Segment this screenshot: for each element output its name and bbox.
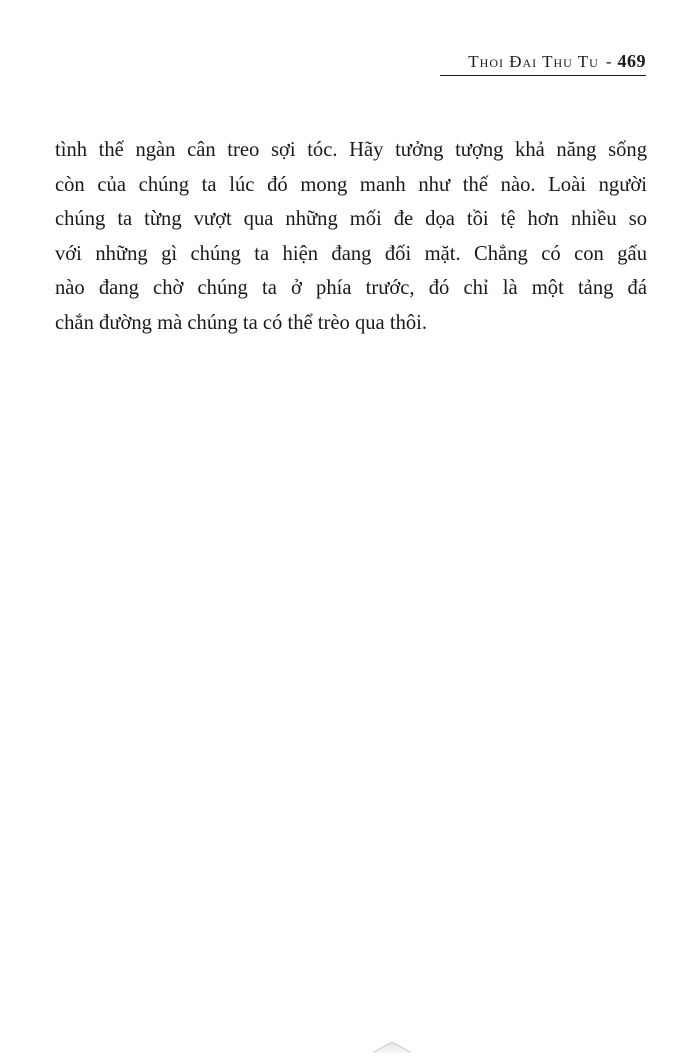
text-line: chắn đường mà chúng ta có thể trèo qua thôi. (55, 311, 428, 334)
body-paragraph (55, 133, 647, 341)
page-number: 469 (617, 51, 646, 71)
text-line: còn của chúng ta lúc đó mong manh như thế nào. Loài người (55, 173, 647, 196)
chevron-up-icon[interactable] (370, 1036, 414, 1053)
text-line: nào đang chờ chúng ta ở phía trước, đó chỉ là một tảng đá (55, 277, 647, 300)
header-separator: - (605, 52, 612, 71)
text-line: với những gì chúng ta hiện đang đối mặt. Chẳng có con gấu (55, 242, 647, 265)
running-header (440, 48, 646, 76)
text-line: tình thế ngàn cân treo sợi tóc. Hãy tưởng tượng khả năng sống (55, 139, 647, 161)
book-title: Thoi Đai Thu Tu (468, 52, 599, 71)
text-line: chúng ta từng vượt qua những mối đe dọa tồi tệ hơn nhiều so (55, 208, 647, 231)
